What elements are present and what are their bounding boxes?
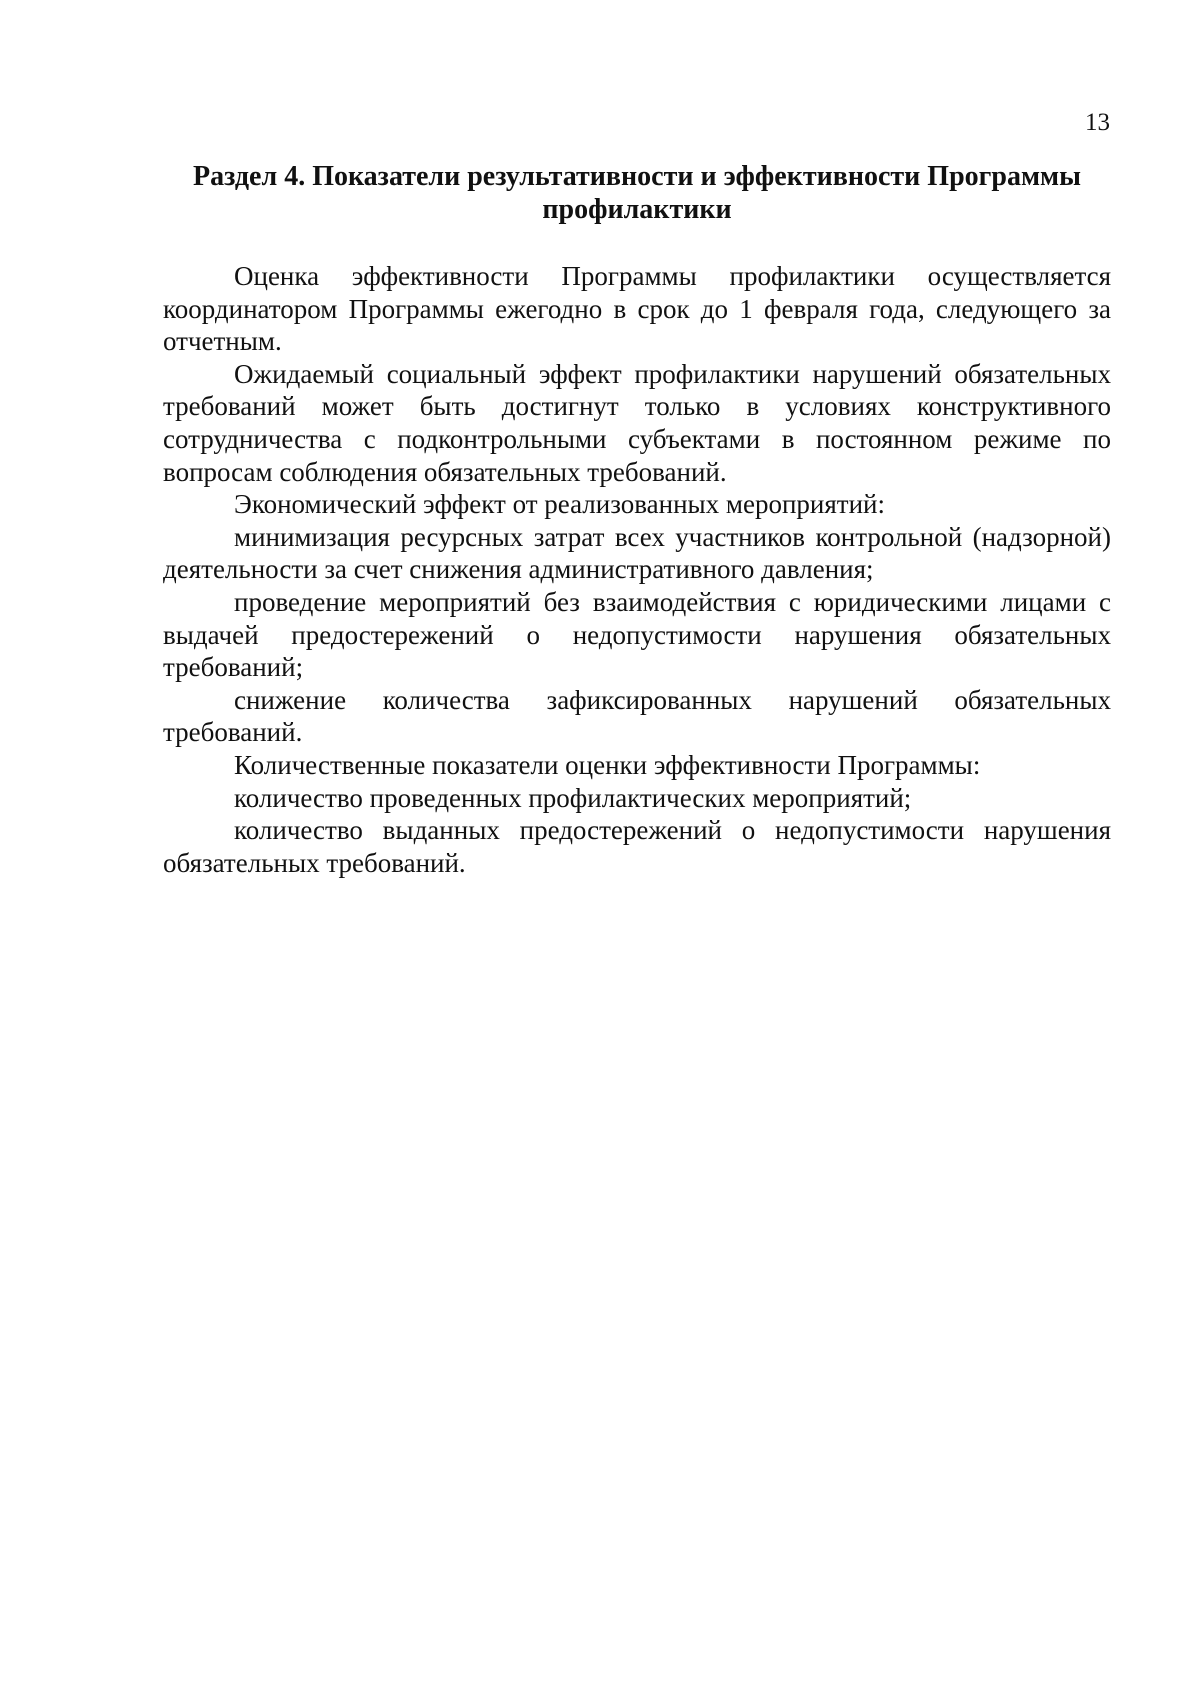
document-body [163,160,1111,879]
paragraph-warnings-count: количество выданных предостережений о недопустимости нарушения обязательных требований. [163,815,1111,878]
page-number: 13 [1085,109,1110,136]
section-heading: Раздел 4. Показатели результативности и эффективности Программы профилактики [193,161,1081,225]
paragraph-measures-count: количество проведенных профилактических мероприятий; [234,782,912,813]
paragraph-economic-effect: Экономический эффект от реализованных мероприятий: [234,489,885,520]
paragraph-quantitative: Количественные показатели оценки эффективности Программы: [234,749,981,780]
paragraph-social-effect: Ожидаемый социальный эффект профилактики нарушений обязательных требований может быть достигнут только в условиях конструктивного сотрудничества с подконтрольными субъектами в постоянном режиме по вопросам соблюдения обязательных требований. [163,358,1111,487]
paragraph-evaluation: Оценка эффективности Программы профилактики осуществляется координатором Программы ежегодно в срок до 1 февраля года, следующего за отчетным. [163,261,1111,357]
paragraph-reduction: снижение количества зафиксированных нарушений обязательных требований. [163,684,1111,748]
paragraph-minimization: минимизация ресурсных затрат всех участников контрольной (надзорной) деятельности за счет снижения административного давления; [163,521,1111,585]
paragraph-measures: проведение мероприятий без взаимодействия с юридическими лицами с выдачей предостережений о недопустимости нарушения обязательных требований; [163,586,1111,683]
